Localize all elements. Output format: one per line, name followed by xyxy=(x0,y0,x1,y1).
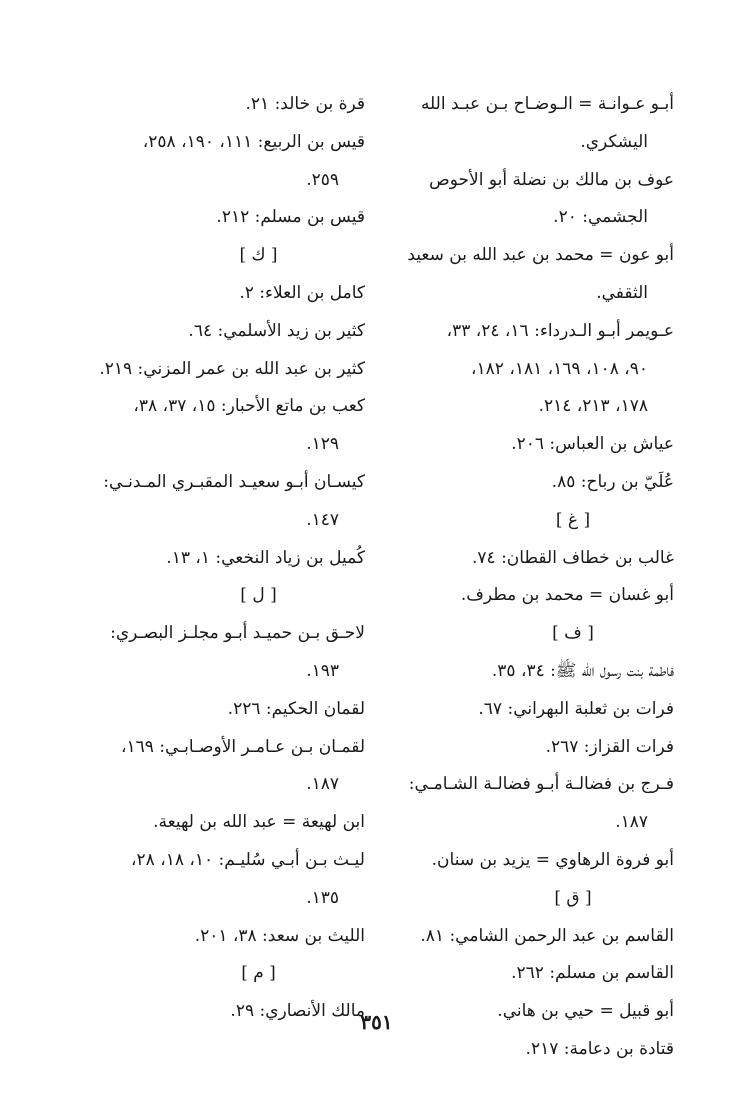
index-entry xyxy=(82,691,365,729)
entry-line: مالك الأنصاري: ٢٩. xyxy=(230,1001,365,1022)
entry-line: كامل بن العلاء: ٢. xyxy=(239,282,365,303)
index-entry xyxy=(82,313,365,351)
entry-line: أبو قبيل = حيي بن هاني. xyxy=(497,1001,674,1022)
index-entry xyxy=(402,729,674,767)
entry-line: لاحـق بـن حميـد أبـو مجلـز البصـري: xyxy=(110,623,365,644)
letter-heading: [ غ ] xyxy=(555,509,591,530)
entry-line: القاسم بن مسلم: ٢٦٢. xyxy=(511,963,674,984)
letter-heading: [ ف ] xyxy=(552,623,594,644)
entry-line: قتادة بن دعامة: ٢١٧. xyxy=(525,1038,674,1059)
entry-line: عياش بن العباس: ٢٠٦. xyxy=(511,434,674,455)
index-entry xyxy=(402,313,674,426)
entry-line: فـرج بن فضالـة أبـو فضالـة الشـامـي: xyxy=(408,774,674,795)
index-entry xyxy=(402,766,674,842)
index-entry xyxy=(402,426,674,464)
index-entry xyxy=(402,955,674,993)
index-entry xyxy=(402,162,674,238)
index-entry xyxy=(402,540,674,578)
entry-continuation-line: ١٧٨، ٢١٣، ٢١٤. xyxy=(538,396,648,417)
entry-line: أبـو عـوانـة = الـوضـاح بـن عبـد الله xyxy=(420,94,674,114)
index-entry xyxy=(402,464,674,502)
entry-continuation-line: ٩٠، ١٠٨، ١٦٩، ١٨١، ١٨٢، xyxy=(471,358,648,379)
entry-line: عوف بن مالك بن نضلة أبو الأحوص xyxy=(429,169,674,190)
index-entry xyxy=(82,615,365,691)
entry-continuation-line: ١٨٧. xyxy=(615,812,648,833)
letter-heading: [ ل ] xyxy=(240,585,277,606)
index-entry xyxy=(402,653,674,691)
index-entry xyxy=(82,540,365,578)
entry-continuation-line: الجشمي: ٢٠. xyxy=(553,207,648,228)
entry-line: فرات بن ثعلبة البهراني: ٦٧. xyxy=(478,698,674,719)
index-entry xyxy=(402,1031,674,1069)
entry-continuation-line: ١٤٧. xyxy=(306,509,339,530)
entry-line: أبو غسان = محمد بن مطرف. xyxy=(460,585,674,606)
index-entry xyxy=(402,918,674,956)
entry-line: لقمان الحكيم: ٢٢٦. xyxy=(227,698,365,719)
entry-line: أبو فروة الرهاوي = يزيد بن سنان. xyxy=(431,849,674,870)
entry-line: فرات القزاز: ٢٦٧. xyxy=(545,736,674,757)
index-entry xyxy=(82,388,365,464)
entry-continuation-line: الثقفي. xyxy=(596,282,648,303)
entry-continuation-line: ١٣٥. xyxy=(306,887,339,908)
entry-line: لقمـان بـن عـامـر الأوصـابـي: ١٦٩، xyxy=(120,736,365,757)
entry-continuation-line: ١٨٧. xyxy=(306,774,339,795)
entry-line: كيسـان أبـو سعيـد المقبـري المـدنـي: xyxy=(103,471,365,492)
entry-line: عـويمر أبـو الـدرداء: ١٦، ٢٤، ٣٣، xyxy=(446,320,674,341)
index-entry xyxy=(82,729,365,805)
entry-continuation-line: اليشكري. xyxy=(580,131,648,152)
letter-heading: [ ق ] xyxy=(554,887,592,908)
index-entry xyxy=(402,842,674,880)
entry-continuation-line: ١٢٩. xyxy=(306,434,339,455)
index-entry xyxy=(402,237,674,313)
index-entry xyxy=(82,86,365,124)
index-column-left xyxy=(82,86,365,1031)
entry-line: أبو عون = محمد بن عبد الله بن سعيد xyxy=(407,245,674,266)
entry-line: عُلَيّ بن رباح: ٨٥. xyxy=(551,471,674,492)
index-entry xyxy=(402,86,674,162)
entry-line: القاسم بن عبد الرحمن الشامي: ٨١. xyxy=(420,925,674,946)
entry-line: كثير بن عبد الله بن عمر المزني: ٢١٩. xyxy=(99,358,365,379)
entry-line: غالب بن خطاف القطان: ٧٤. xyxy=(472,547,674,568)
index-column-right xyxy=(402,86,674,1069)
entry-line: الليث بن سعد: ٣٨، ٢٠١. xyxy=(194,925,365,946)
index-entry xyxy=(82,804,365,842)
letter-heading: [ ك ] xyxy=(239,245,278,266)
index-entry xyxy=(82,842,365,918)
entry-line: كعب بن ماتع الأحبار: ١٥، ٣٧، ٣٨، xyxy=(133,396,365,417)
entry-line: كُميل بن زياد النخعي: ١، ١٣. xyxy=(166,547,365,568)
page-number: ٣٥١ xyxy=(360,1010,393,1034)
index-entry xyxy=(82,918,365,956)
letter-heading: [ م ] xyxy=(241,963,276,984)
entry-line: فاطمة بنت رسول الله ﷺ: ٣٤، ٣٥. xyxy=(491,660,674,681)
entry-continuation-line: ١٩٣. xyxy=(306,660,339,681)
entry-line: قيس بن الربيع: ١١١، ١٩٠، ٢٥٨، xyxy=(142,131,365,152)
index-entry xyxy=(82,199,365,237)
index-entry xyxy=(402,691,674,729)
entry-line: قرة بن خالد: ٢١. xyxy=(245,94,365,114)
index-entry xyxy=(82,351,365,389)
entry-line: كثير بن زيد الأسلمي: ٦٤. xyxy=(188,320,365,341)
index-entry xyxy=(402,577,674,615)
entry-line: ليـث بـن أبـي سُليـم: ١٠، ١٨، ٢٨، xyxy=(131,849,365,870)
entry-line: ابن لهيعة = عبد الله بن لهيعة. xyxy=(153,812,365,833)
index-entry xyxy=(82,275,365,313)
entry-continuation-line: ٢٥٩. xyxy=(306,169,339,190)
entry-line: قيس بن مسلم: ٢١٢. xyxy=(216,207,365,228)
index-entry xyxy=(82,464,365,540)
index-entry xyxy=(82,124,365,200)
